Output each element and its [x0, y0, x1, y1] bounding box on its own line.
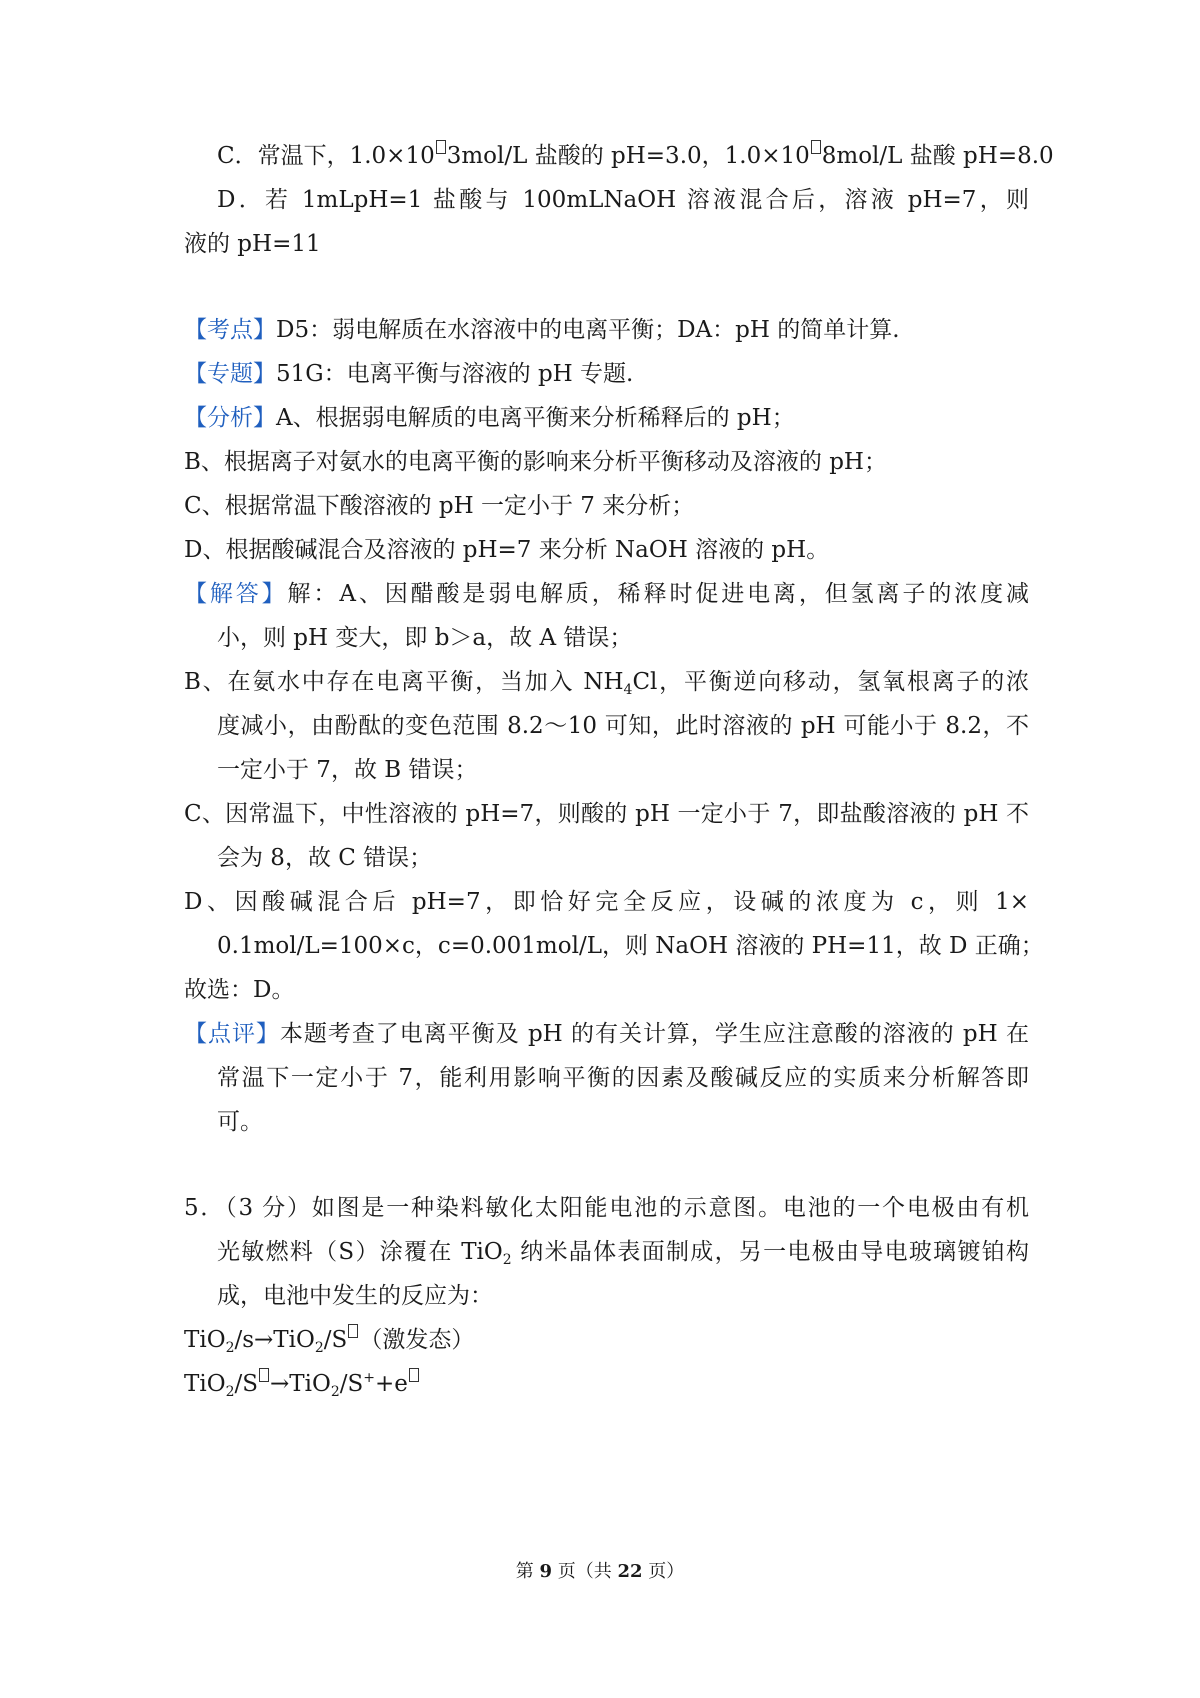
option-c-text-3: 8mol/L 盐酸 pH=8.0: [821, 143, 1054, 169]
eq1-part: /s→TiO: [234, 1327, 315, 1353]
jieda-b1-post: Cl，平衡逆向移动，氢氧根离子的浓: [632, 669, 1029, 695]
dianping-line-2: 常温下一定小于 7，能利用影响平衡的因素及酸碱反应的实质来分析解答即: [217, 1065, 1029, 1091]
dianping-line-3: 可。: [217, 1109, 263, 1135]
fenxi-text-a: A、根据弱电解质的电离平衡来分析稀释后的 pH；: [276, 405, 795, 431]
dianping-tag: 【点评】: [184, 1021, 280, 1047]
option-d-line-2: 液的 pH=11: [184, 231, 321, 257]
jieda-line-b2: 度减小，由酚酞的变色范围 8.2～10 可知，此时溶液的 pH 可能小于 8.2，不: [217, 713, 1029, 739]
jieda-line-b1: [184, 666, 1029, 698]
nh4-subscript: 4: [623, 682, 633, 698]
jieda-line-a1: [184, 578, 1029, 610]
eq2-sub: 2: [330, 1384, 340, 1400]
eq2-part: →TiO: [270, 1371, 331, 1397]
missing-glyph-box: [811, 140, 821, 154]
eq2-part: +e: [375, 1371, 408, 1397]
jieda-line-d1: D、因酸碱混合后 pH=7，即恰好完全反应，设碱的浓度为 c，则 1×: [184, 889, 1029, 915]
eq2-sub: 2: [225, 1384, 235, 1400]
missing-glyph-box: [259, 1368, 269, 1382]
option-c: [217, 140, 1054, 172]
eq2-part: /S: [339, 1371, 364, 1397]
fenxi-line-a: [184, 402, 1029, 434]
dianping-text-1: 本题考查了电离平衡及 pH 的有关计算，学生应注意酸的溶液的 pH 在: [279, 1021, 1029, 1047]
jieda-tag: 【解答】: [184, 581, 288, 607]
missing-glyph-box: [348, 1324, 358, 1338]
eq1-sub: 2: [314, 1340, 324, 1356]
equation-1: [184, 1324, 1029, 1356]
zhuanti-line: [184, 358, 1029, 390]
footer-text: 页（共: [552, 1561, 618, 1582]
jieda-line-b3: 一定小于 7，故 B 错误；: [217, 757, 478, 783]
missing-glyph-box: [409, 1368, 419, 1382]
option-c-text-1: C．常温下，1.0×10: [217, 143, 435, 169]
dianping-line-1: [184, 1018, 1029, 1050]
jieda-line-c2: 会为 8，故 C 错误；: [217, 845, 433, 871]
footer-text: 第: [515, 1561, 540, 1582]
jieda-text-a1: 解：A、因醋酸是弱电解质，稀释时促进电离，但氢离子的浓度减: [287, 581, 1029, 607]
jieda-line-d2: 0.1mol/L=100×c，c=0.001mol/L，则 NaOH 溶液的 PH=11，故 D 正确；: [217, 933, 1044, 959]
eq2-part: TiO: [184, 1371, 226, 1397]
eq1-sub: 2: [225, 1340, 235, 1356]
q5-l2-pre: 光敏燃料（S）涂覆在 TiO: [217, 1239, 503, 1265]
eq1-part: /S: [323, 1327, 348, 1353]
question-5-line-1: 5．（3 分）如图是一种染料敏化太阳能电池的示意图。电池的一个电极由有机: [184, 1195, 1029, 1221]
jieda-line-c1: C、因常温下，中性溶液的 pH=7，则酸的 pH 一定小于 7，即盐酸溶液的 pH 不: [184, 801, 1029, 827]
question-5-line-2: [217, 1236, 1029, 1268]
tio2-subscript: 2: [502, 1252, 512, 1268]
eq1-part: （激发态）: [359, 1327, 475, 1353]
footer-text: 页）: [642, 1561, 685, 1582]
option-d-line-1: D．若 1mLpH=1 盐酸与 100mLNaOH 溶液混合后，溶液 pH=7，则: [217, 187, 1029, 213]
equation-2: [184, 1368, 1029, 1400]
jieda-b1-pre: B、在氨水中存在电离平衡，当加入 NH: [184, 669, 624, 695]
fenxi-line-c: C、根据常温下酸溶液的 pH 一定小于 7 来分析；: [184, 493, 695, 519]
total-pages: 22: [617, 1561, 643, 1582]
kaodian-tag: 【考点】: [184, 317, 276, 343]
q5-l2-post: 纳米晶体表面制成，另一电极由导电玻璃镀铂构: [511, 1239, 1029, 1265]
eq1-part: TiO: [184, 1327, 226, 1353]
question-5-line-3: 成，电池中发生的反应为：: [217, 1283, 493, 1309]
fenxi-line-d: D、根据酸碱混合及溶液的 pH=7 来分析 NaOH 溶液的 pH。: [184, 537, 830, 563]
eq2-sup: +: [363, 1370, 375, 1386]
zhuanti-tag: 【专题】: [184, 361, 276, 387]
eq2-part: /S: [234, 1371, 258, 1397]
jieda-conclusion: 故选：D。: [184, 977, 295, 1003]
fenxi-line-b: B、根据离子对氨水的电离平衡的影响来分析平衡移动及溶液的 pH；: [184, 449, 887, 475]
option-c-text-2: 3mol/L 盐酸的 pH=3.0，1.0×10: [446, 143, 810, 169]
kaodian-text: D5：弱电解质在水溶液中的电离平衡；DA：pH 的简单计算.: [276, 317, 900, 343]
page-number: 9: [539, 1561, 552, 1582]
page-footer: [0, 1560, 1200, 1584]
zhuanti-text: 51G：电离平衡与溶液的 pH 专题.: [276, 361, 634, 387]
fenxi-tag: 【分析】: [184, 405, 276, 431]
missing-glyph-box: [436, 140, 446, 154]
jieda-line-a2: 小，则 pH 变大，即 b＞a，故 A 错误；: [217, 625, 633, 651]
kaodian-line: [184, 314, 1029, 346]
